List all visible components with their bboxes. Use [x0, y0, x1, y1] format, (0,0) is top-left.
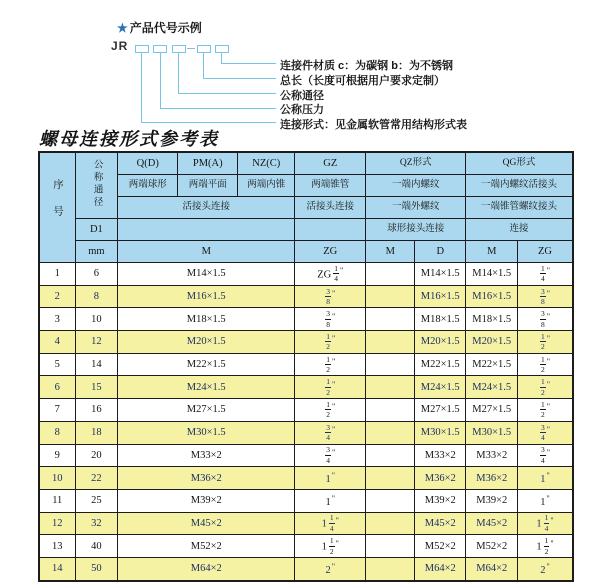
cell-qg-m: M33×2	[466, 444, 518, 467]
cell-qz-m	[366, 263, 415, 286]
code-label-connection: 连接形式：见金属软管常用结构形式表	[280, 119, 467, 131]
cell-qg-zg: $\frac{3}{4}$ "	[518, 444, 573, 467]
cell-dn: 18	[75, 421, 118, 444]
header-qg-desc2: 一端锥管螺纹接头	[466, 197, 573, 219]
header-q-desc: 两端球形	[118, 175, 178, 197]
cell-seq: 7	[39, 399, 75, 422]
cell-qz-d: M24×1.5	[415, 376, 466, 399]
table-row	[39, 353, 573, 376]
header-col-gz: GZ	[295, 152, 366, 175]
cell-m: M14×1.5	[118, 263, 295, 286]
table-row	[39, 263, 573, 286]
header-blank-2	[295, 219, 366, 241]
cell-qz-m	[366, 444, 415, 467]
cell-qg-m: M24×1.5	[466, 376, 518, 399]
nut-connection-table	[38, 151, 574, 582]
cell-qz-d: M16×1.5	[415, 285, 466, 308]
cell-dn: 14	[75, 353, 118, 376]
cell-dn: 32	[75, 512, 118, 535]
cell-qg-zg: 1 $\frac{1}{4}$ "	[518, 512, 573, 535]
header-col-qg: QG形式	[466, 152, 573, 175]
header-mm: mm	[75, 241, 118, 263]
cell-qg-zg: 1"	[518, 467, 573, 490]
cell-seq: 6	[39, 376, 75, 399]
cell-seq: 3	[39, 308, 75, 331]
cell-qz-d: M52×2	[415, 535, 466, 558]
cell-dn: 8	[75, 285, 118, 308]
cell-seq: 8	[39, 421, 75, 444]
cell-gz-zg: $\frac{3}{8}$ "	[295, 285, 366, 308]
header-qg-zg-label: ZG	[518, 241, 573, 263]
table-row	[39, 399, 573, 422]
header-blank-1	[118, 219, 295, 241]
header-col-pm: PM(A)	[178, 152, 238, 175]
connector-line	[203, 53, 204, 78]
code-label-length: 总长（长度可根据用户要求定制）	[280, 75, 445, 87]
code-box-4	[197, 45, 211, 53]
header-zg-label: ZG	[295, 241, 366, 263]
cell-gz-zg: 1 $\frac{1}{4}$ "	[295, 512, 366, 535]
cell-qz-d: M20×1.5	[415, 331, 466, 354]
cell-gz-zg: $\frac{3}{4}$ "	[295, 421, 366, 444]
code-label-pressure: 公称压力	[280, 104, 324, 116]
code-box-1	[135, 45, 149, 53]
connector-line	[160, 108, 276, 109]
connector-line	[221, 53, 222, 63]
cell-qg-zg: $\frac{1}{4}$ "	[518, 263, 573, 286]
cell-qg-zg: $\frac{1}{2}$ "	[518, 331, 573, 354]
header-qg-desc1: 一端内螺纹活接头	[466, 175, 573, 197]
header-qz-conn: 球形接头连接	[366, 219, 466, 241]
connector-line	[141, 53, 142, 122]
cell-qz-m	[366, 308, 415, 331]
cell-seq: 14	[39, 557, 75, 580]
cell-qz-d: M45×2	[415, 512, 466, 535]
table-row	[39, 331, 573, 354]
cell-m: M22×1.5	[118, 353, 295, 376]
cell-m: M36×2	[118, 467, 295, 490]
header-d1: D1	[75, 219, 118, 241]
star-icon: ★	[117, 21, 128, 35]
cell-gz-zg: $\frac{1}{2}$ "	[295, 353, 366, 376]
table-row	[39, 376, 573, 399]
cell-qz-m	[366, 399, 415, 422]
cell-qg-zg: $\frac{3}{8}$ "	[518, 308, 573, 331]
cell-gz-zg: ZG $\frac{1}{4}$ "	[295, 263, 366, 286]
cell-gz-zg: 1"	[295, 489, 366, 512]
cell-m: M64×2	[118, 557, 295, 580]
header-gz-desc: 两端锥管	[295, 175, 366, 197]
cell-gz-zg: $\frac{3}{8}$ "	[295, 308, 366, 331]
cell-qz-d: M18×1.5	[415, 308, 466, 331]
cell-qg-m: M30×1.5	[466, 421, 518, 444]
cell-qz-d: M36×2	[415, 467, 466, 490]
table-row	[39, 557, 573, 580]
code-label-diameter: 公称通径	[280, 90, 324, 102]
table-row	[39, 444, 573, 467]
cell-seq: 5	[39, 353, 75, 376]
header-qpmnz-conn: 活接头连接	[118, 197, 295, 219]
diagram-heading-text: 产品代号示例	[129, 21, 202, 35]
table-row	[39, 535, 573, 558]
cell-dn: 16	[75, 399, 118, 422]
header-qg-conn: 连接	[466, 219, 573, 241]
cell-qg-zg: 1"	[518, 489, 573, 512]
cell-m: M33×2	[118, 444, 295, 467]
cell-dn: 6	[75, 263, 118, 286]
header-col-qz: QZ形式	[366, 152, 466, 175]
connector-line	[203, 78, 276, 79]
header-pm-desc: 两端平面	[178, 175, 238, 197]
connector-line	[221, 63, 276, 64]
header-seq: 序号	[39, 152, 75, 263]
cell-qz-m	[366, 489, 415, 512]
connector-line	[178, 53, 179, 93]
cell-seq: 9	[39, 444, 75, 467]
cell-qg-m: M52×2	[466, 535, 518, 558]
table-row	[39, 467, 573, 490]
cell-qz-d: M22×1.5	[415, 353, 466, 376]
cell-qz-d: M30×1.5	[415, 421, 466, 444]
cell-qg-zg: $\frac{1}{2}$ "	[518, 399, 573, 422]
cell-qz-m	[366, 512, 415, 535]
cell-dn: 25	[75, 489, 118, 512]
cell-qz-m	[366, 353, 415, 376]
cell-qz-m	[366, 557, 415, 580]
cell-gz-zg: $\frac{1}{2}$ "	[295, 376, 366, 399]
cell-qg-m: M14×1.5	[466, 263, 518, 286]
cell-qg-zg: $\frac{3}{4}$ "	[518, 421, 573, 444]
cell-seq: 12	[39, 512, 75, 535]
cell-m: M39×2	[118, 489, 295, 512]
header-gz-conn: 活接头连接	[295, 197, 366, 219]
cell-qz-d: M39×2	[415, 489, 466, 512]
connector-line	[141, 122, 276, 123]
cell-m: M24×1.5	[118, 376, 295, 399]
cell-seq: 4	[39, 331, 75, 354]
cell-qg-m: M45×2	[466, 512, 518, 535]
table-header	[39, 152, 573, 263]
cell-dn: 15	[75, 376, 118, 399]
cell-qz-m	[366, 535, 415, 558]
connector-line	[178, 93, 276, 94]
header-qz-m-label: M	[366, 241, 415, 263]
cell-qg-m: M39×2	[466, 489, 518, 512]
cell-dn: 22	[75, 467, 118, 490]
cell-dn: 20	[75, 444, 118, 467]
header-nz-desc: 两端内锥	[238, 175, 295, 197]
cell-qg-zg: 2"	[518, 557, 573, 580]
cell-dn: 40	[75, 535, 118, 558]
cell-gz-zg: $\frac{1}{2}$ "	[295, 399, 366, 422]
header-qz-d-label: D	[415, 241, 466, 263]
table-row	[39, 512, 573, 535]
cell-qg-m: M18×1.5	[466, 308, 518, 331]
cell-dn: 10	[75, 308, 118, 331]
cell-qz-d: M64×2	[415, 557, 466, 580]
cell-qg-m: M27×1.5	[466, 399, 518, 422]
cell-dn: 50	[75, 557, 118, 580]
cell-qz-d: M33×2	[415, 444, 466, 467]
cell-qg-m: M36×2	[466, 467, 518, 490]
diagram-heading	[117, 19, 202, 36]
cell-qz-d: M27×1.5	[415, 399, 466, 422]
cell-m: M30×1.5	[118, 421, 295, 444]
cell-gz-zg: $\frac{1}{2}$ "	[295, 331, 366, 354]
cell-qg-zg: $\frac{1}{2}$ "	[518, 353, 573, 376]
code-dash	[187, 48, 195, 49]
cell-gz-zg: 2"	[295, 557, 366, 580]
cell-seq: 2	[39, 285, 75, 308]
header-qg-m-label: M	[466, 241, 518, 263]
cell-seq: 1	[39, 263, 75, 286]
header-col-q: Q(D)	[118, 152, 178, 175]
cell-qz-d: M14×1.5	[415, 263, 466, 286]
cell-qz-m	[366, 376, 415, 399]
table-title: 螺母连接形式参考表	[39, 129, 219, 149]
header-m-label: M	[118, 241, 295, 263]
cell-qg-m: M20×1.5	[466, 331, 518, 354]
table-row	[39, 308, 573, 331]
cell-m: M45×2	[118, 512, 295, 535]
cell-seq: 13	[39, 535, 75, 558]
header-col-nz: NZ(C)	[238, 152, 295, 175]
cell-qg-zg: $\frac{3}{8}$ "	[518, 285, 573, 308]
cell-qg-m: M22×1.5	[466, 353, 518, 376]
code-box-3	[172, 45, 186, 53]
cell-m: M27×1.5	[118, 399, 295, 422]
cell-gz-zg: $\frac{3}{4}$ "	[295, 444, 366, 467]
cell-m: M52×2	[118, 535, 295, 558]
code-box-5	[215, 45, 229, 53]
cell-m: M18×1.5	[118, 308, 295, 331]
cell-qg-zg: 1 $\frac{1}{2}$ "	[518, 535, 573, 558]
cell-qg-zg: $\frac{1}{2}$ "	[518, 376, 573, 399]
cell-qg-m: M64×2	[466, 557, 518, 580]
code-prefix: JR	[111, 39, 129, 53]
cell-qz-m	[366, 285, 415, 308]
code-label-material: 连接件材质 c：为碳钢 b：为不锈钢	[280, 60, 453, 72]
cell-qz-m	[366, 331, 415, 354]
cell-qg-m: M16×1.5	[466, 285, 518, 308]
header-dn: 公称通径	[75, 152, 118, 219]
cell-gz-zg: 1"	[295, 467, 366, 490]
cell-qz-m	[366, 421, 415, 444]
table-row	[39, 285, 573, 308]
cell-dn: 12	[75, 331, 118, 354]
cell-seq: 11	[39, 489, 75, 512]
cell-m: M20×1.5	[118, 331, 295, 354]
header-qz-desc2: 一端外螺纹	[366, 197, 466, 219]
connector-line	[160, 53, 161, 108]
table-row	[39, 489, 573, 512]
cell-seq: 10	[39, 467, 75, 490]
cell-qz-m	[366, 467, 415, 490]
header-qz-desc1: 一端内螺纹	[366, 175, 466, 197]
cell-m: M16×1.5	[118, 285, 295, 308]
cell-gz-zg: 1 $\frac{1}{2}$ "	[295, 535, 366, 558]
table-body	[39, 263, 573, 581]
table-row	[39, 421, 573, 444]
code-box-2	[153, 45, 167, 53]
